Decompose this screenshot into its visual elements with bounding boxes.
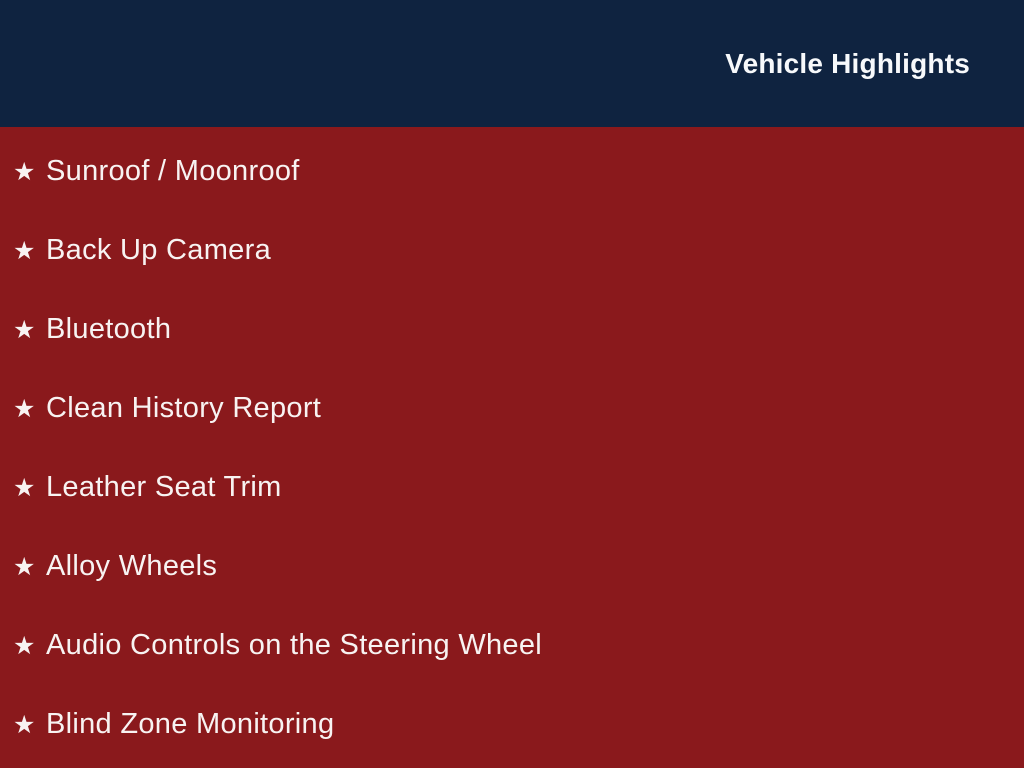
list-item (0, 527, 1024, 606)
slide-header (0, 0, 1024, 127)
star-icon: ★ (13, 158, 36, 186)
star-icon: ★ (13, 316, 36, 344)
list-item-label: Alloy Wheels (46, 550, 218, 582)
list-item (0, 606, 1024, 685)
highlights-list (0, 127, 1024, 768)
star-icon: ★ (13, 395, 36, 423)
list-item (0, 685, 1024, 764)
list-item-label: Audio Controls on the Steering Wheel (46, 629, 543, 661)
list-item (0, 290, 1024, 369)
list-item-label: Leather Seat Trim (46, 471, 282, 503)
list-item (0, 132, 1024, 211)
list-item-label: Bluetooth (46, 313, 172, 345)
list-item (0, 369, 1024, 448)
list-item-label: Sunroof / Moonroof (46, 155, 300, 187)
list-item-label: Back Up Camera (46, 234, 271, 266)
page-title: Vehicle Highlights (725, 47, 970, 79)
star-icon: ★ (13, 711, 36, 739)
star-icon: ★ (13, 474, 36, 502)
list-item-label: Clean History Report (46, 392, 322, 424)
star-icon: ★ (13, 553, 36, 581)
list-item (0, 448, 1024, 527)
star-icon: ★ (13, 632, 36, 660)
list-item-label: Blind Zone Monitoring (46, 708, 335, 740)
list-item (0, 211, 1024, 290)
star-icon: ★ (13, 237, 36, 265)
